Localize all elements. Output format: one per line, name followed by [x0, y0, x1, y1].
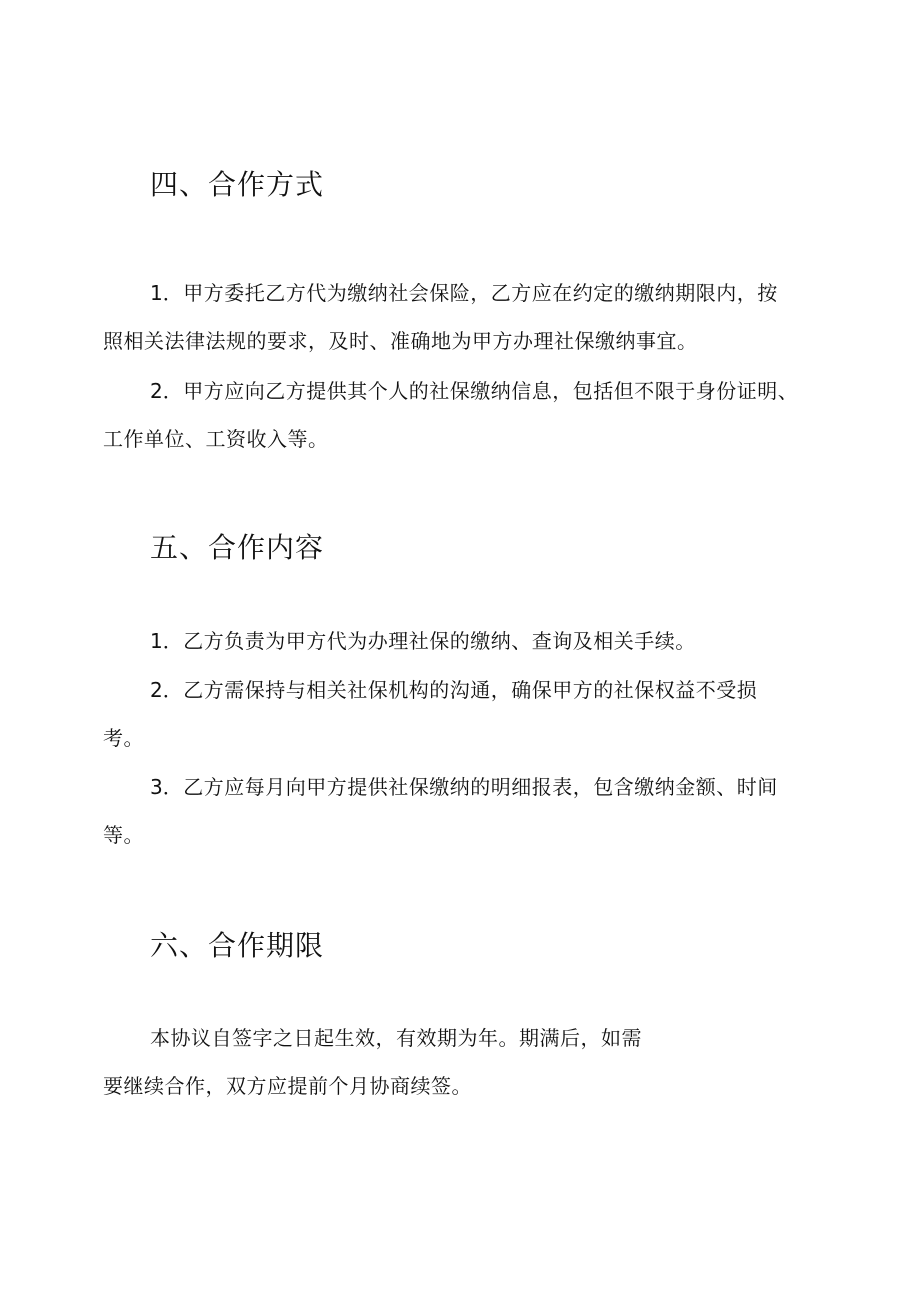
section4-item2-line1 — [150, 378, 798, 404]
item-text: ．乙方需保持与相关社保机构的沟通，确保甲方的社保权益不受损 — [162, 678, 758, 702]
item-number: 1 — [150, 281, 163, 305]
section4-item1-line2: 照相关法律法规的要求，及时、准确地为甲方办理社保缴纳事宜。 — [103, 329, 698, 353]
section5-item1-line1 — [150, 628, 696, 654]
section5-item2-line1 — [150, 677, 757, 703]
section-heading-cooperation-term: 六、合作期限 — [150, 929, 325, 962]
section6-line1: 本协议自签字之日起生效，有效期为年。期满后，如需 — [150, 1026, 642, 1050]
section6-line2: 要继续合作，双方应提前个月协商续签。 — [103, 1074, 472, 1098]
section5-item3-line2: 等。 — [103, 823, 144, 847]
item-text: ．甲方应向乙方提供其个人的社保缴纳信息，包括但不限于身份证明、 — [162, 379, 799, 403]
item-text: ．乙方负责为甲方代为办理社保的缴纳、查询及相关手续。 — [162, 629, 696, 653]
section5-item3-line1 — [150, 774, 778, 800]
section5-item2-line2: 考。 — [103, 726, 144, 750]
section4-item2-line2: 工作单位、工资收入等。 — [103, 427, 329, 451]
item-text: ．甲方委托乙方代为缴纳社会保险，乙方应在约定的缴纳期限内，按 — [162, 281, 778, 305]
section-heading-cooperation-content: 五、合作内容 — [150, 531, 325, 564]
item-number: 2 — [150, 379, 163, 403]
section-heading-cooperation-method: 四、合作方式 — [150, 168, 325, 201]
item-number: 1 — [150, 629, 163, 653]
section4-item1-line1 — [150, 280, 778, 306]
item-text: ．乙方应每月向甲方提供社保缴纳的明细报表，包含缴纳金额、时间 — [162, 775, 778, 799]
item-number: 3 — [150, 775, 163, 799]
item-number: 2 — [150, 678, 163, 702]
